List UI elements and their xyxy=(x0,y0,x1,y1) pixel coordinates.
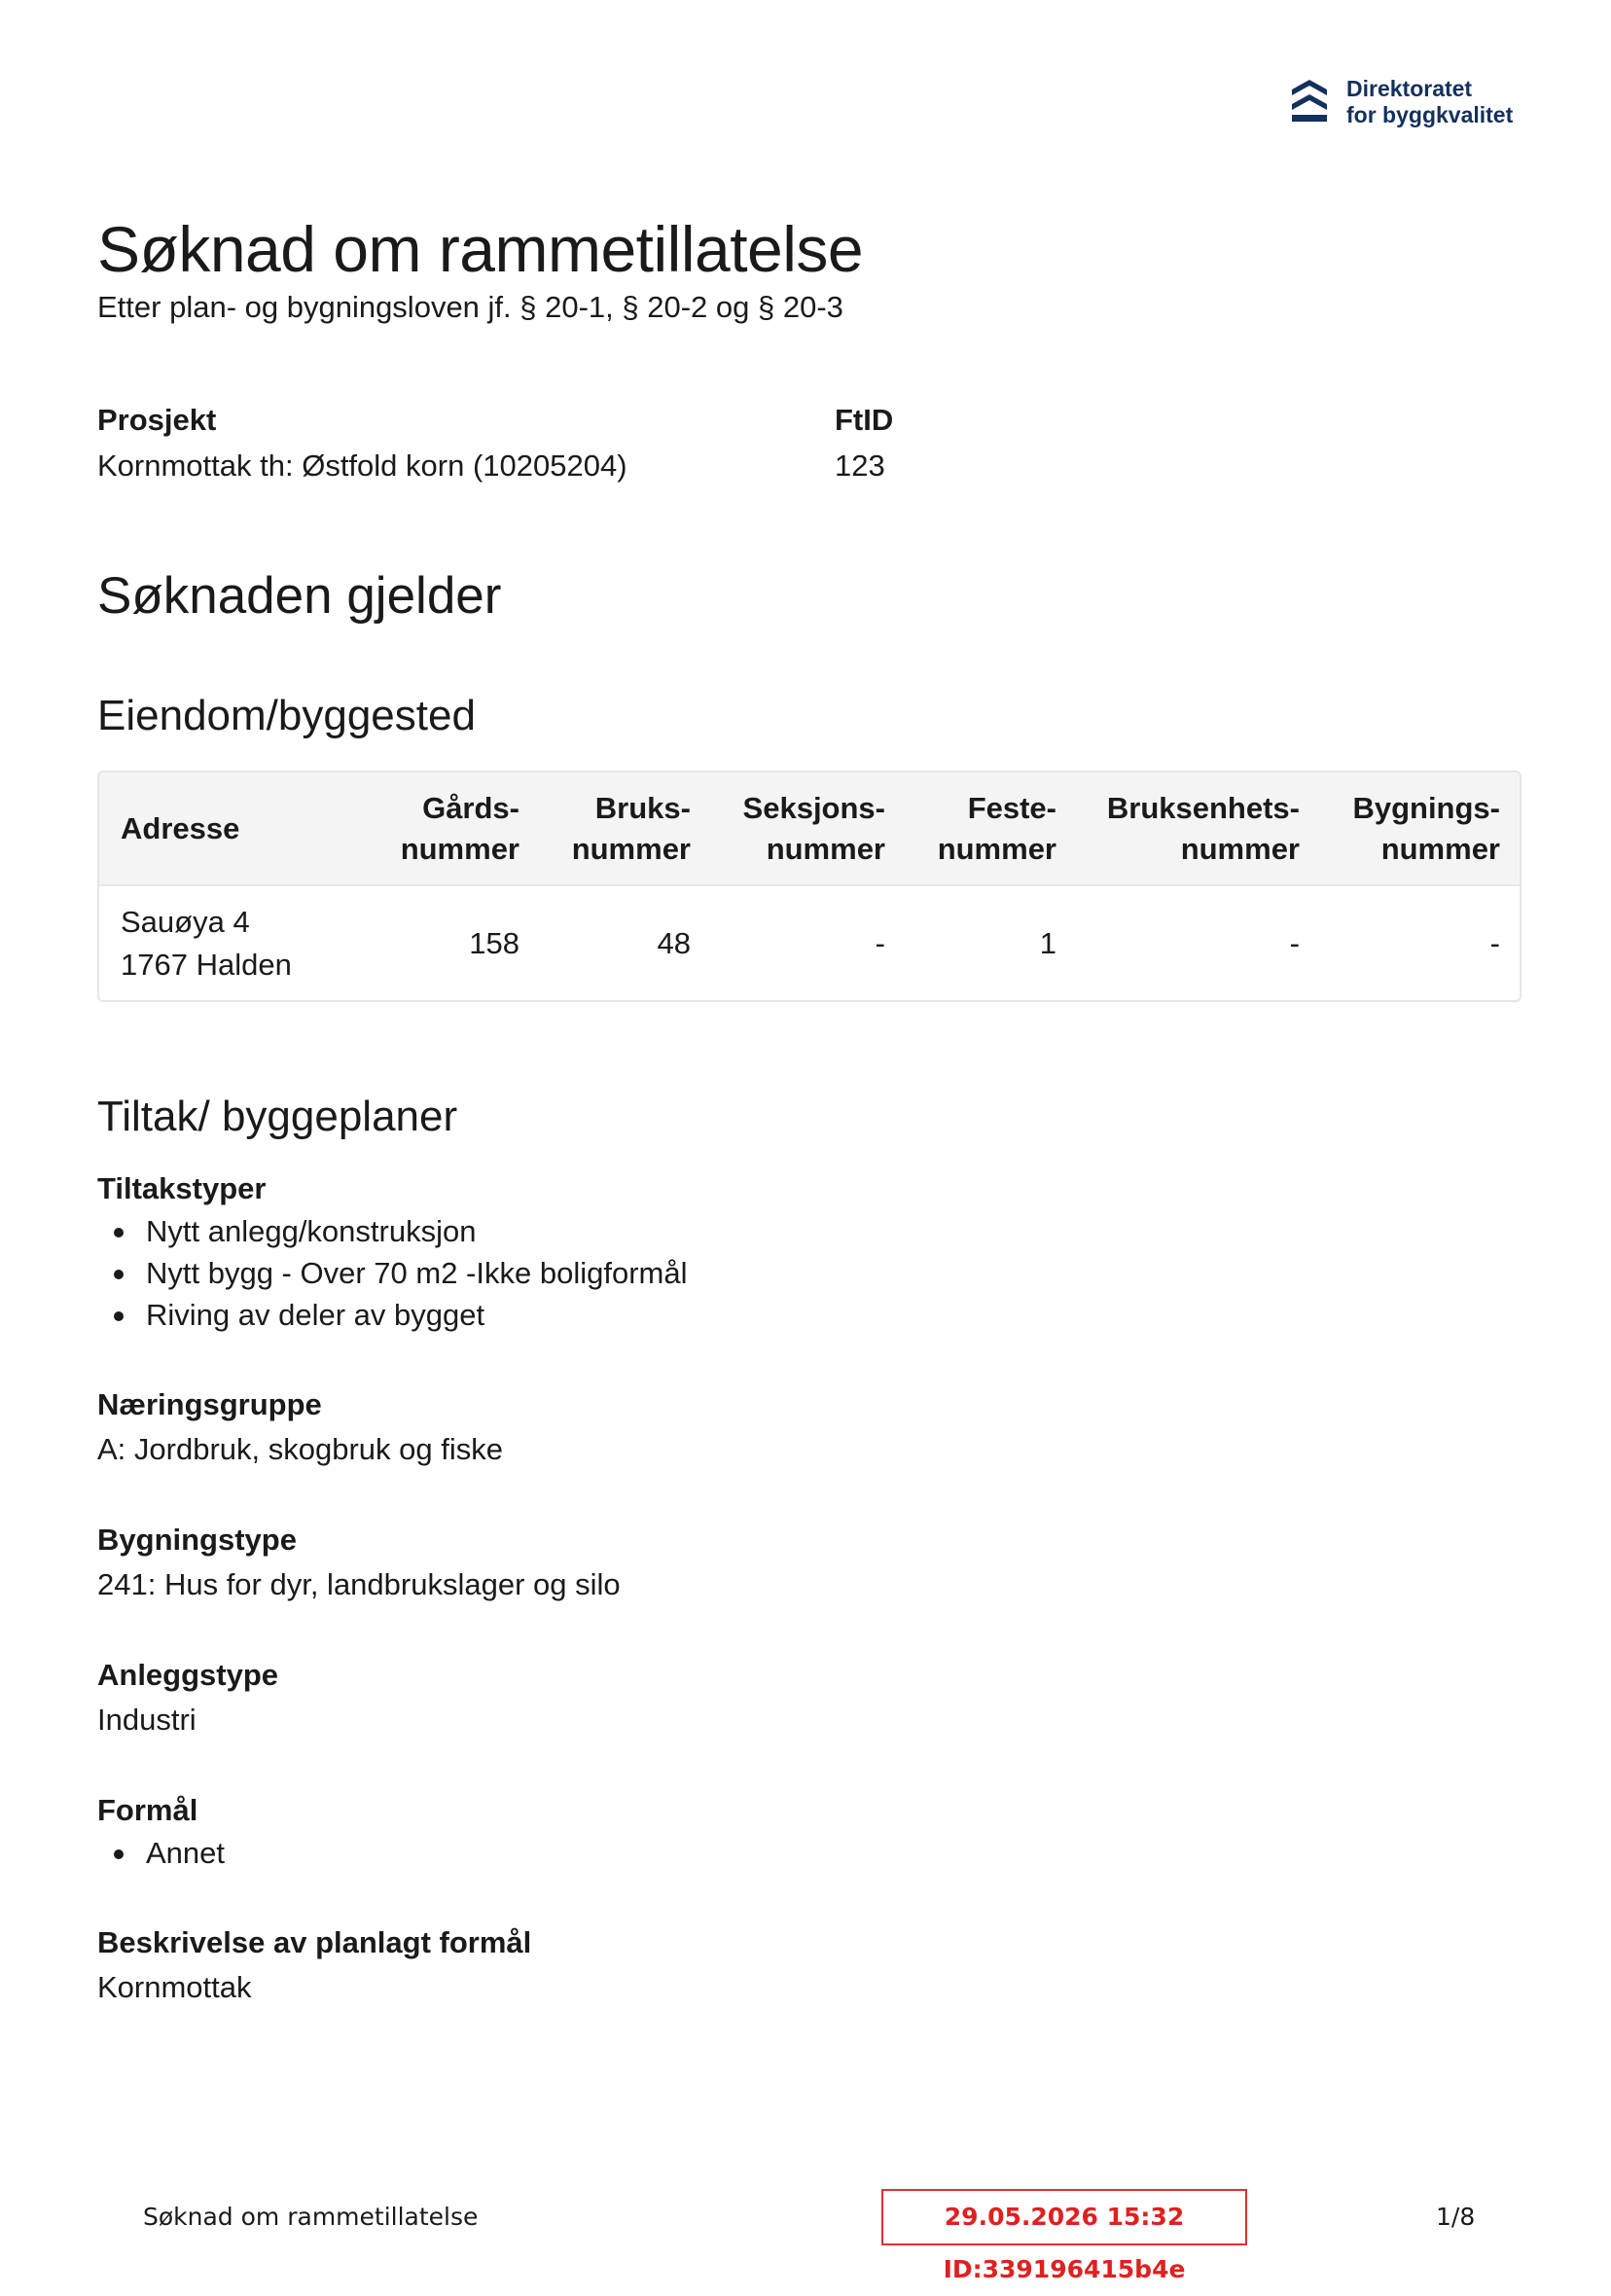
cell-adresse: Sauøya 4 1767 Halden xyxy=(121,904,292,982)
cell-seksjonsnummer: - xyxy=(875,925,885,960)
document-subtitle: Etter plan- og bygningsloven jf. § 20-1, § 20-2 og § 20-3 xyxy=(97,290,843,324)
bygningstype-label: Bygningstype xyxy=(97,1523,297,1557)
dibk-logo xyxy=(1290,76,1513,128)
anleggstype-value: Industri xyxy=(97,1703,197,1737)
ftid-label: FtID xyxy=(835,403,894,437)
timestamp-stamp: 29.05.2026 15:32 ID:339196415b4e xyxy=(881,2189,1247,2245)
cell-bruksnummer: 48 xyxy=(657,925,691,960)
dibk-chevron-logo-icon xyxy=(1290,78,1329,125)
column-header-bruksnummer: Bruks- nummer xyxy=(539,772,710,885)
column-header-festenummer: Feste- nummer xyxy=(905,772,1076,885)
ftid-value: 123 xyxy=(835,448,885,483)
property-table xyxy=(97,771,1522,1002)
table-header-row xyxy=(99,772,1520,885)
beskrivelse-label: Beskrivelse av planlagt formål xyxy=(97,1925,532,1959)
list-item: Annet xyxy=(97,1832,225,1874)
anleggstype-label: Anleggstype xyxy=(97,1658,279,1692)
cell-bruksenhetsnummer: - xyxy=(1289,925,1300,960)
bygningstype-value: 241: Hus for dyr, landbrukslager og silo xyxy=(97,1567,621,1601)
column-header-bruksenhetsnummer: Bruksenhets- nummer xyxy=(1076,772,1319,885)
formal-label: Formål xyxy=(97,1793,198,1827)
cell-gardsnummer: 158 xyxy=(469,925,519,960)
table-row xyxy=(99,885,1520,1000)
column-header-adresse: Adresse xyxy=(99,772,368,885)
column-header-seksjonsnummer: Seksjons- nummer xyxy=(710,772,905,885)
logo-line-1: Direktoratet xyxy=(1346,76,1473,101)
project-label: Prosjekt xyxy=(97,403,217,437)
column-header-gardsnummer: Gårds- nummer xyxy=(368,772,539,885)
naeringsgruppe-value: A: Jordbruk, skogbruk og fiske xyxy=(97,1432,503,1466)
list-item: Nytt anlegg/konstruksjon xyxy=(97,1210,687,1252)
document-title: Søknad om rammetillatelse xyxy=(97,213,864,285)
page-number: 1/8 xyxy=(1436,2203,1476,2231)
formal-list xyxy=(97,1832,225,1874)
column-header-bygningsnummer: Bygnings- nummer xyxy=(1319,772,1520,885)
tiltak-heading: Tiltak/ byggeplaner xyxy=(97,1093,458,1140)
project-value: Kornmottak th: Østfold korn (10205204) xyxy=(97,448,627,483)
naeringsgruppe-label: Næringsgruppe xyxy=(97,1387,322,1421)
logo-line-2: for byggkvalitet xyxy=(1346,102,1514,127)
cell-bygningsnummer: - xyxy=(1489,925,1500,960)
logo-text xyxy=(1346,76,1513,128)
footer-title: Søknad om rammetillatelse xyxy=(143,2203,479,2231)
property-heading: Eiendom/byggested xyxy=(97,692,476,739)
cell-festenummer: 1 xyxy=(1039,925,1056,960)
list-item: Riving av deler av bygget xyxy=(97,1294,687,1336)
tiltakstyper-list xyxy=(97,1210,687,1336)
section-heading: Søknaden gjelder xyxy=(97,567,502,625)
list-item: Nytt bygg - Over 70 m2 -Ikke boligformål xyxy=(97,1252,687,1294)
beskrivelse-value: Kornmottak xyxy=(97,1970,252,2004)
tiltakstyper-label: Tiltakstyper xyxy=(97,1171,267,1205)
